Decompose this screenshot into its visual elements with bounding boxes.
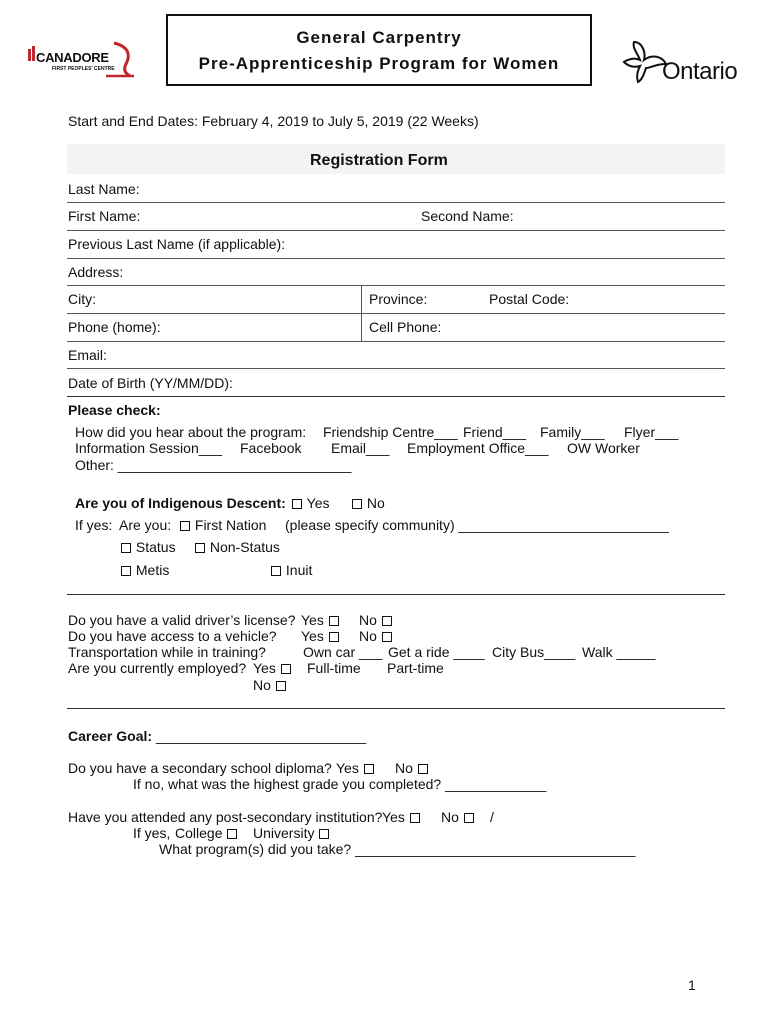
program-title-line1: General Carpentry <box>296 28 462 47</box>
employed-yes-checkbox[interactable] <box>281 664 291 674</box>
dob-label: Date of Birth (YY/MM/DD): <box>68 375 233 391</box>
indigenous-question-text: Are you of Indigenous Descent: <box>75 495 286 511</box>
ontario-logo-name: Ontario <box>662 58 738 85</box>
please-check-heading: Please check: <box>68 402 161 418</box>
diploma-question: Do you have a secondary school diploma? <box>68 760 332 776</box>
career-goal-label: Career Goal: <box>68 728 153 744</box>
vehicle-question: Do you have access to a vehicle? <box>68 628 277 644</box>
license-yes-option[interactable] <box>301 612 340 628</box>
employed-no-option[interactable] <box>253 677 287 693</box>
canadore-logo <box>26 40 138 82</box>
option-friend: Friend___ <box>463 424 527 440</box>
diploma-yes-checkbox[interactable] <box>364 764 374 774</box>
vehicle-yes-option[interactable] <box>301 628 340 644</box>
last-name-label: Last Name: <box>68 181 140 197</box>
option-facebook: Facebook <box>240 440 302 456</box>
diploma-no-checkbox[interactable] <box>418 764 428 774</box>
walk-option: Walk _____ <box>582 644 656 660</box>
postal-code-label: Postal Code: <box>489 291 570 307</box>
row-divider <box>67 285 725 286</box>
college-option[interactable] <box>175 825 238 841</box>
specify-community: (please specify community) ___________________________ <box>285 517 669 533</box>
employed-yes-label: Yes <box>253 660 276 676</box>
indigenous-no-checkbox[interactable] <box>352 499 362 509</box>
program-dates: Start and End Dates: February 4, 2019 to July 5, 2019 (22 Weeks) <box>68 113 479 129</box>
vehicle-yes-label: Yes <box>301 628 324 644</box>
status-label: Status <box>135 539 176 555</box>
row-divider <box>67 202 725 203</box>
option-flyer: Flyer___ <box>624 424 679 440</box>
page-number: 1 <box>688 977 696 993</box>
own-car-option: Own car ___ <box>303 644 383 660</box>
indigenous-no-label: No <box>366 495 385 511</box>
option-friendship-centre: Friendship Centre___ <box>323 424 458 440</box>
section-divider <box>67 708 725 709</box>
vehicle-no-checkbox[interactable] <box>382 632 392 642</box>
second-name-label: Second Name: <box>421 208 514 224</box>
license-no-checkbox[interactable] <box>382 616 392 626</box>
option-information-session: Information Session___ <box>75 440 223 456</box>
program-title-line2: Pre-Apprenticeship Program for Women <box>198 54 560 73</box>
university-checkbox[interactable] <box>319 829 329 839</box>
transportation-question: Transportation while in training? <box>68 644 266 660</box>
employed-question: Are you currently employed? <box>68 660 247 676</box>
diploma-yes-option[interactable] <box>336 760 375 776</box>
first-nation-label: First Nation <box>194 517 267 533</box>
indigenous-yes-label: Yes <box>306 495 330 511</box>
metis-label: Metis <box>135 562 170 578</box>
diploma-no-label: No <box>395 760 413 776</box>
diploma-no-option[interactable] <box>395 760 429 776</box>
first-name-label: First Name: <box>68 208 141 224</box>
option-ow-worker: OW Worker <box>567 440 640 456</box>
hear-about-question: How did you hear about the program: <box>75 424 307 440</box>
city-label: City: <box>68 291 96 307</box>
license-yes-label: Yes <box>301 612 324 628</box>
license-yes-checkbox[interactable] <box>329 616 339 626</box>
if-yes-institution-label: If yes, <box>133 825 171 841</box>
row-divider <box>67 258 725 259</box>
license-no-label: No <box>359 612 377 628</box>
row-divider <box>67 396 725 397</box>
are-you-label: Are you: <box>119 517 172 533</box>
ontario-logo <box>622 38 752 88</box>
city-bus-option: City Bus____ <box>492 644 576 660</box>
indigenous-question <box>75 495 286 511</box>
metis-option[interactable] <box>120 562 169 578</box>
inuit-label: Inuit <box>285 562 313 578</box>
license-no-option[interactable] <box>359 612 393 628</box>
row-divider <box>67 313 725 314</box>
employed-yes-option[interactable] <box>253 660 292 676</box>
row-divider <box>67 341 725 342</box>
programs-question: What program(s) did you take? ____________________________________ <box>159 841 636 857</box>
post-secondary-yes-option[interactable] <box>382 809 421 825</box>
post-secondary-yes-checkbox[interactable] <box>410 813 420 823</box>
first-nation-checkbox[interactable] <box>180 521 190 531</box>
post-secondary-no-label: No <box>441 809 459 825</box>
college-checkbox[interactable] <box>227 829 237 839</box>
vehicle-no-label: No <box>359 628 377 644</box>
section-divider <box>67 594 725 595</box>
canadore-logo-name: CANADORE <box>36 50 109 65</box>
program-title-box <box>166 14 592 86</box>
row-divider <box>67 368 725 369</box>
post-secondary-yes-label: Yes <box>382 809 405 825</box>
status-checkbox[interactable] <box>121 543 131 553</box>
college-label: College <box>175 825 223 841</box>
option-employment-office: Employment Office___ <box>407 440 549 456</box>
row-divider <box>67 230 725 231</box>
full-time-option: Full-time <box>307 660 361 676</box>
post-secondary-no-checkbox[interactable] <box>464 813 474 823</box>
non-status-option[interactable] <box>194 539 280 555</box>
university-label: University <box>253 825 315 841</box>
form-title: Registration Form <box>310 152 448 169</box>
option-family: Family___ <box>540 424 605 440</box>
indigenous-yes-checkbox[interactable] <box>292 499 302 509</box>
employed-no-label: No <box>253 677 271 693</box>
canadore-logo-subtitle: FIRST PEOPLES' CENTRE <box>52 66 115 72</box>
if-yes-label: If yes: <box>75 517 113 533</box>
career-goal-blank[interactable]: ___________________________ <box>155 728 367 744</box>
university-option[interactable] <box>253 825 330 841</box>
status-option[interactable] <box>120 539 176 555</box>
phone-home-label: Phone (home): <box>68 319 161 335</box>
indigenous-yes-option[interactable] <box>291 495 329 511</box>
email-label: Email: <box>68 347 107 363</box>
part-time-option: Part-time <box>387 660 444 676</box>
post-secondary-no-option[interactable] <box>441 809 475 825</box>
non-status-label: Non-Status <box>209 539 280 555</box>
first-nation-option[interactable] <box>179 517 266 533</box>
license-question: Do you have a valid driver’s license? <box>68 612 296 628</box>
indigenous-no-option[interactable] <box>351 495 385 511</box>
post-secondary-question: Have you attended any post-secondary institution? <box>68 809 383 825</box>
employed-no-checkbox[interactable] <box>276 681 286 691</box>
diploma-yes-label: Yes <box>336 760 359 776</box>
career-goal-row <box>68 728 366 744</box>
inuit-option[interactable] <box>270 562 312 578</box>
vehicle-no-option[interactable] <box>359 628 393 644</box>
previous-last-name-label: Previous Last Name (if applicable): <box>68 236 286 252</box>
option-other: Other: ______________________________ <box>75 457 352 473</box>
vehicle-yes-checkbox[interactable] <box>329 632 339 642</box>
highest-grade-question: If no, what was the highest grade you completed? _____________ <box>133 776 547 792</box>
address-label: Address: <box>68 264 124 280</box>
province-label: Province: <box>369 291 428 307</box>
non-status-checkbox[interactable] <box>195 543 205 553</box>
inuit-checkbox[interactable] <box>271 566 281 576</box>
option-email: Email___ <box>331 440 390 456</box>
get-ride-option: Get a ride ____ <box>388 644 485 660</box>
post-secondary-slash: / <box>490 809 494 825</box>
cell-phone-label: Cell Phone: <box>369 319 442 335</box>
metis-checkbox[interactable] <box>121 566 131 576</box>
